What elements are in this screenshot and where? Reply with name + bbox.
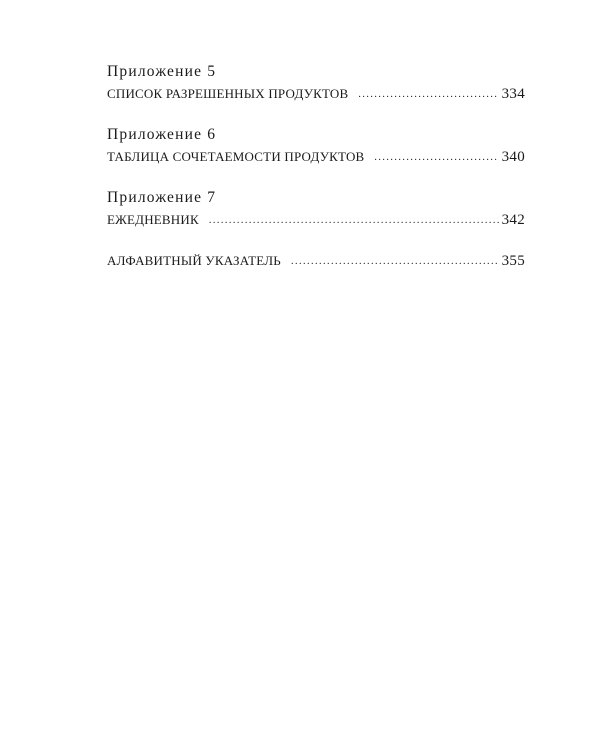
toc-entry (107, 84, 525, 106)
toc-group-index (107, 251, 525, 273)
toc-page-number: 334 (501, 86, 525, 102)
appendix-label: Приложение 5 (107, 63, 217, 80)
dot-leader (374, 148, 498, 168)
toc-entry-title: СПИСОК РАЗРЕШЕННЫХ ПРОДУКТОВ (107, 86, 349, 101)
appendix-label: Приложение 7 (107, 189, 217, 206)
toc-group-appendix-5 (107, 62, 525, 106)
toc-group-appendix-7 (107, 188, 525, 232)
toc-entry (107, 147, 525, 169)
toc-entry (107, 210, 525, 232)
appendix-label: Приложение 6 (107, 126, 217, 143)
toc-page-number: 340 (501, 149, 525, 165)
toc-entry-title: АЛФАВИТНЫЙ УКАЗАТЕЛЬ (107, 253, 281, 268)
toc-page-number: 355 (501, 253, 525, 269)
toc-page-number: 342 (501, 212, 525, 228)
dot-leader (209, 211, 499, 231)
dot-leader (358, 85, 498, 105)
toc-entry (107, 251, 525, 273)
dot-leader (291, 252, 499, 272)
toc-entry-title: ТАБЛИЦА СОЧЕТАЕМОСТИ ПРОДУКТОВ (107, 149, 365, 164)
toc-entry-title: ЕЖЕДНЕВНИК (107, 212, 199, 227)
table-of-contents (107, 62, 525, 292)
toc-group-appendix-6 (107, 125, 525, 169)
